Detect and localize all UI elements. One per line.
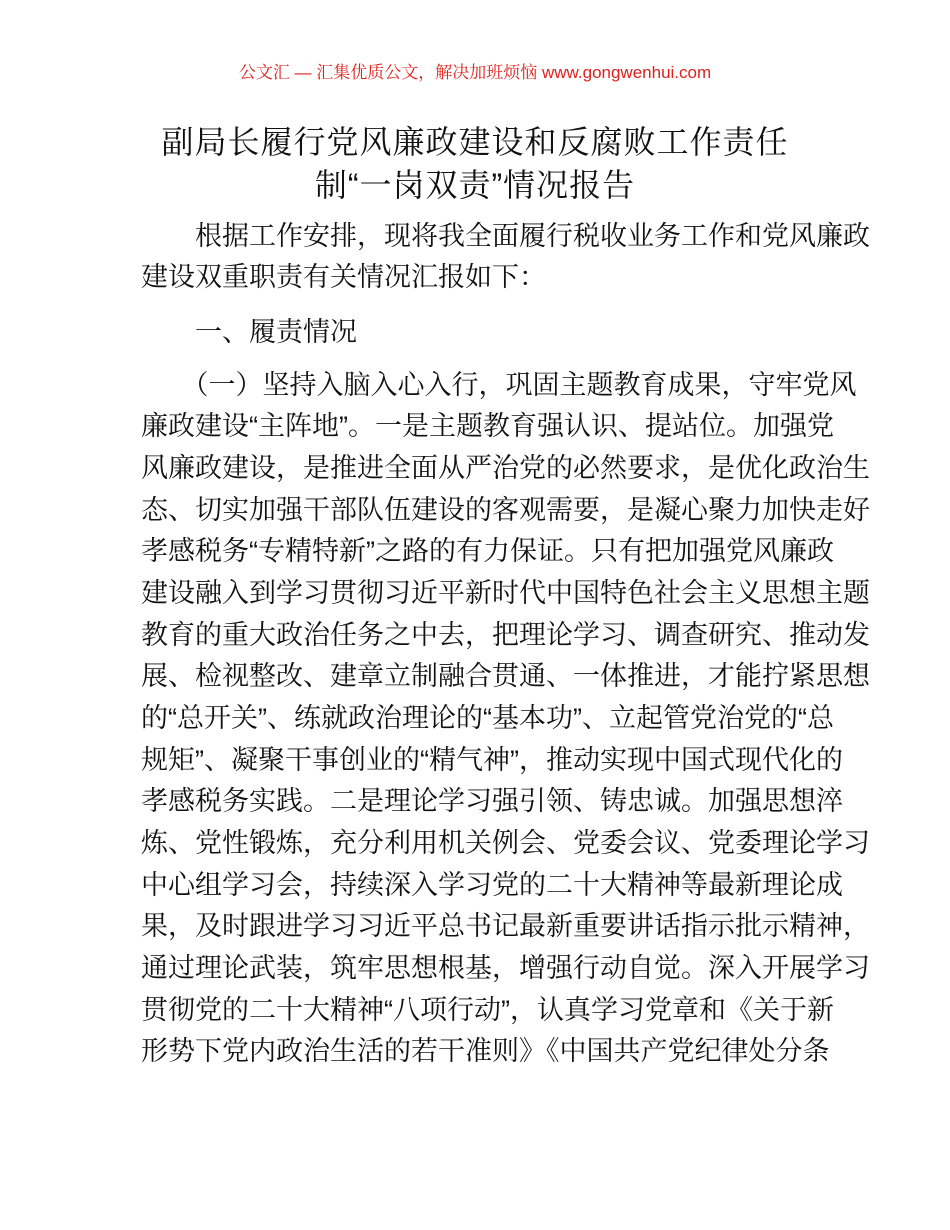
watermark-header: 公文汇 — 汇集优质公文，解决加班烦恼 www.gongwenhui.com bbox=[238, 63, 712, 82]
paragraph-line: 廉政建设“主阵地”。一是主题教育强认识、提站位。加强党 bbox=[141, 411, 834, 441]
paragraph-line: 形势下党内政治生活的若干准则》《中国共产党纪律处分条 bbox=[141, 1036, 830, 1066]
paragraph-line: 中心组学习会，持续深入学习党的二十大精神等最新理论成 bbox=[141, 870, 843, 900]
paragraph-line: 炼、党性锻炼，充分利用机关例会、党委会议、党委理论学习 bbox=[141, 828, 870, 858]
paragraph-line: 态、切实加强干部队伍建设的客观需要，是凝心聚力加快走好 bbox=[141, 495, 870, 525]
document-title-line-2: 制“一岗双责”情况报告 bbox=[314, 167, 636, 203]
paragraph-line: 规矩”、凝聚干事创业的“精气神”，推动实现中国式现代化的 bbox=[141, 745, 843, 775]
paragraph-line: 展、检视整改、建章立制融合贯通、一体推进，才能拧紧思想 bbox=[141, 661, 870, 691]
paragraph-line: 孝感税务“专精特新”之路的有力保证。只有把加强党风廉政 bbox=[141, 536, 834, 566]
paragraph-line: 根据工作安排，现将我全面履行税收业务工作和党风廉政 bbox=[141, 221, 870, 251]
paragraph-line: 的“总开关”、练就政治理论的“基本功”、立起管党治党的“总 bbox=[141, 703, 834, 733]
paragraph-line: 建设融入到学习贯彻习近平新时代中国特色社会主义思想主题 bbox=[141, 578, 870, 608]
document-title-line-1: 副局长履行党风廉政建设和反腐败工作责任 bbox=[161, 124, 789, 160]
section-heading: 一、履责情况 bbox=[141, 317, 357, 347]
paragraph-line: 建设双重职责有关情况汇报如下： bbox=[141, 262, 546, 292]
paragraph-line: 教育的重大政治任务之中去，把理论学习、调查研究、推动发 bbox=[141, 620, 870, 650]
paragraph-line: 贯彻党的二十大精神“八项行动”，认真学习党章和《关于新 bbox=[141, 995, 834, 1025]
paragraph-line: 果，及时跟进学习习近平总书记最新重要讲话指示批示精神， bbox=[141, 911, 870, 941]
paragraph-line: 通过理论武装，筑牢思想根基，增强行动自觉。深入开展学习 bbox=[141, 953, 870, 983]
paragraph-line: （一）坚持入脑入心入行，巩固主题教育成果，守牢党风 bbox=[141, 370, 857, 400]
paragraph-line: 风廉政建设，是推进全面从严治党的必然要求，是优化政治生 bbox=[141, 453, 870, 483]
paragraph-line: 孝感税务实践。二是理论学习强引领、铸忠诚。加强思想淬 bbox=[141, 786, 843, 816]
